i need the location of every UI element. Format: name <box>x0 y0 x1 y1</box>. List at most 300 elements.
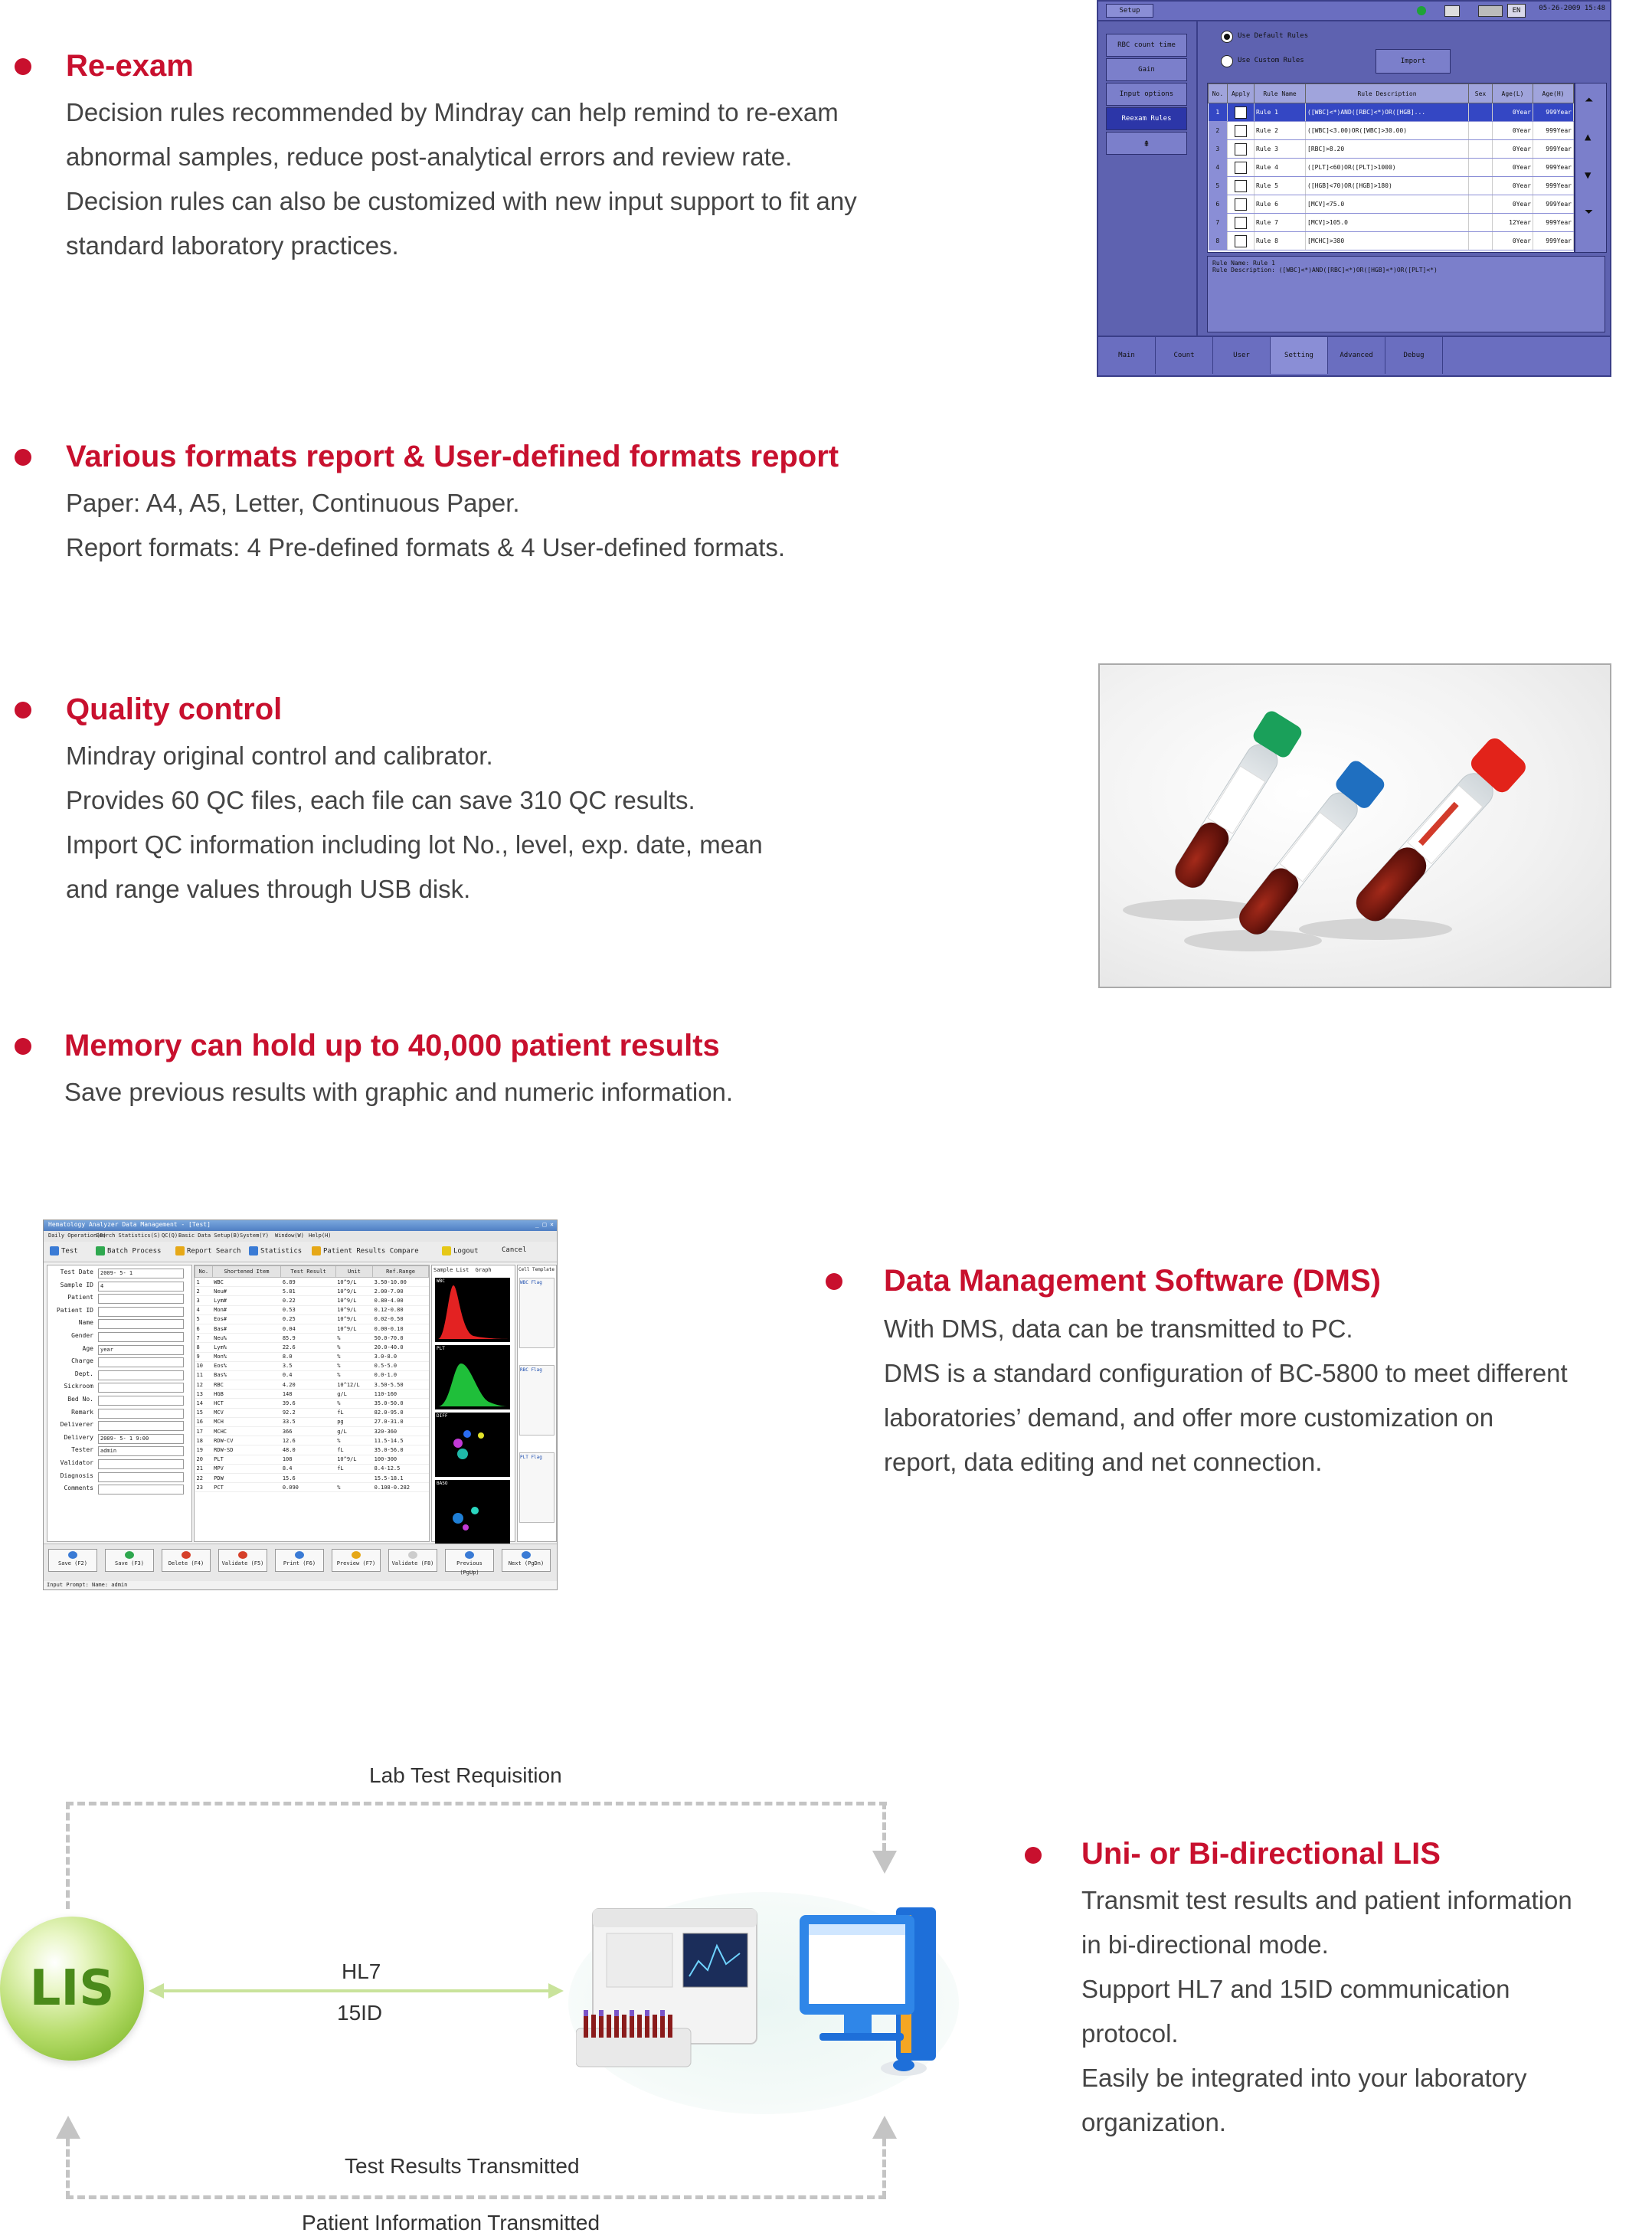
action-label: Preview (F7) <box>336 1560 376 1567</box>
rule-sex <box>1469 195 1493 214</box>
field-input[interactable] <box>98 1446 184 1456</box>
rule-age-high: 999Year <box>1533 159 1574 177</box>
wbc-flag-box <box>519 1278 554 1348</box>
patient-information-transmitted-label: Patient Information Transmitted <box>302 2211 600 2234</box>
result-row[interactable] <box>195 1296 429 1305</box>
result-unit: % <box>335 1370 372 1380</box>
dms-menu-item[interactable]: System(Y) <box>240 1233 269 1239</box>
field-label: Deliverer <box>60 1421 93 1429</box>
toolbar-patient-compare[interactable]: Patient Results Compare <box>312 1246 419 1255</box>
formats-line: Paper: A4, A5, Letter, Continuous Paper. <box>66 489 520 517</box>
rule-apply-cell <box>1228 232 1255 250</box>
field-label: Patient ID <box>56 1306 93 1314</box>
result-value: 8.4 <box>281 1464 335 1473</box>
pc-workstation-illustration <box>789 1892 957 2099</box>
result-no: 13 <box>195 1390 213 1399</box>
rule-apply-checkbox[interactable] <box>1235 143 1247 156</box>
rule-apply-checkbox[interactable] <box>1235 180 1247 192</box>
formats-line: Report formats: 4 Pre-defined formats & 4 User-defined formats. <box>66 533 786 561</box>
action-label: Save (F3) <box>115 1560 144 1567</box>
result-row[interactable] <box>195 1370 429 1380</box>
result-no: 14 <box>195 1399 213 1408</box>
action-label: Next (PgDn) <box>508 1560 545 1567</box>
dms-form-field <box>49 1446 187 1457</box>
action-icon <box>352 1551 361 1559</box>
tab-advanced[interactable]: Advanced <box>1328 337 1385 374</box>
col-age-high: Age(H) <box>1533 84 1574 103</box>
dms-results-table <box>194 1265 430 1542</box>
tab-graph[interactable]: Graph <box>475 1267 492 1273</box>
result-no: 3 <box>195 1296 213 1305</box>
result-no: 22 <box>195 1473 213 1482</box>
tab-user[interactable]: User <box>1213 337 1271 374</box>
toolbar-cancel[interactable]: Cancel <box>502 1246 527 1254</box>
result-item: PCT <box>212 1483 281 1492</box>
result-item: Eos% <box>212 1361 281 1370</box>
plt-flag-label: PLT Flag <box>520 1455 542 1460</box>
result-unit: % <box>335 1361 372 1370</box>
field-value <box>99 1295 100 1301</box>
rule-name: Rule 4 <box>1255 159 1306 177</box>
action-label: Validate (F5) <box>221 1560 264 1567</box>
field-label: Diagnosis <box>60 1472 93 1479</box>
dms-form-field <box>49 1307 187 1318</box>
col-age-low: Age(L) <box>1493 84 1533 103</box>
rule-sex <box>1469 122 1493 140</box>
rule-apply-cell <box>1228 214 1255 232</box>
field-input[interactable] <box>98 1472 184 1482</box>
dms-form-field <box>49 1472 187 1483</box>
tab-count[interactable]: Count <box>1156 337 1213 374</box>
rbc-flag-label: RBC Flag <box>520 1367 542 1373</box>
result-row[interactable] <box>195 1464 429 1473</box>
rule-no: 8 <box>1209 232 1228 250</box>
hematology-analyzer-illustration <box>576 1900 775 2084</box>
result-item: Mon# <box>212 1305 281 1314</box>
rule-row[interactable] <box>1209 122 1574 140</box>
result-row[interactable] <box>195 1305 429 1314</box>
field-value: 2009- 5- 1 <box>100 1270 133 1276</box>
result-row[interactable] <box>195 1380 429 1390</box>
custom-rules-radio[interactable] <box>1221 55 1233 67</box>
result-item: Bas% <box>212 1370 281 1380</box>
result-unit: 10^9/L <box>335 1314 372 1324</box>
wbc-curve <box>435 1278 510 1342</box>
result-row[interactable] <box>195 1427 429 1436</box>
field-label: Patient <box>67 1294 93 1301</box>
field-input[interactable] <box>98 1383 184 1393</box>
dms-software-screenshot <box>43 1219 558 1590</box>
printer-icon <box>1444 5 1460 17</box>
result-no: 7 <box>195 1334 213 1343</box>
result-range: 2.00-7.00 <box>373 1287 429 1296</box>
dms-menu-item[interactable]: Search Statistics(S) <box>96 1233 161 1239</box>
rule-age-low: 0Year <box>1493 103 1533 122</box>
reexam-line: abnormal samples, reduce post-analytical errors and review rate. <box>66 142 793 171</box>
tab-main[interactable]: Main <box>1098 337 1156 374</box>
rule-description: [RBC]>8.20 <box>1306 140 1469 159</box>
dms-heading: Data Management Software (DMS) <box>884 1264 1381 1298</box>
dms-status-bar: Input Prompt: Name: admin <box>47 1582 128 1588</box>
field-label: Sickroom <box>64 1383 93 1390</box>
field-label: Dept. <box>74 1370 93 1377</box>
rule-name-line: Rule Name: Rule 1 <box>1212 260 1275 267</box>
result-row[interactable] <box>195 1390 429 1399</box>
result-value: 0.090 <box>281 1483 335 1492</box>
col-result: Test Result <box>281 1266 335 1278</box>
default-rules-label: Use Default Rules <box>1238 32 1309 40</box>
toolbar-test[interactable]: Test <box>50 1246 78 1255</box>
rule-sex <box>1469 177 1493 195</box>
field-input[interactable] <box>98 1294 184 1304</box>
rule-no: 2 <box>1209 122 1228 140</box>
blood-tubes-photo <box>1098 663 1611 988</box>
result-no: 12 <box>195 1380 213 1390</box>
lis-line: in bi-directional mode. <box>1081 1930 1329 1959</box>
result-row[interactable] <box>195 1314 429 1324</box>
field-label: Charge <box>71 1357 93 1365</box>
field-value <box>99 1321 100 1327</box>
result-unit: % <box>335 1343 372 1352</box>
rule-age-low: 0Year <box>1493 177 1533 195</box>
result-unit: fL <box>335 1408 372 1417</box>
dms-menu-item[interactable]: Daily Operation(D) <box>48 1233 106 1239</box>
action-icon <box>465 1551 474 1559</box>
result-range: 50.0-70.0 <box>373 1334 429 1343</box>
field-input[interactable] <box>98 1269 184 1278</box>
rule-description: ([WBC]<3.00)OR([WBC]>30.00) <box>1306 122 1469 140</box>
reexam-top-bar <box>1098 2 1610 21</box>
page-up-icon[interactable]: ⏶ <box>1585 94 1594 106</box>
toolbar-report-search[interactable]: Report Search <box>175 1246 240 1255</box>
rule-row[interactable] <box>1209 195 1574 214</box>
rule-name: Rule 3 <box>1255 140 1306 159</box>
field-value: year <box>100 1346 113 1353</box>
result-unit: 10^9/L <box>335 1305 372 1314</box>
result-row[interactable] <box>195 1361 429 1370</box>
result-range: 82.0-95.0 <box>373 1408 429 1417</box>
rule-apply-cell <box>1228 195 1255 214</box>
tab-debug[interactable]: Debug <box>1385 337 1443 374</box>
language-indicator: EN <box>1507 4 1526 18</box>
result-item: HGB <box>212 1390 281 1399</box>
rule-apply-checkbox[interactable] <box>1235 106 1247 119</box>
result-row[interactable] <box>195 1324 429 1333</box>
result-value: 0.25 <box>281 1314 335 1324</box>
formats-heading: Various formats report & User-defined formats report <box>66 440 839 473</box>
col-unit: Unit <box>335 1266 372 1278</box>
result-unit: g/L <box>335 1390 372 1399</box>
rule-apply-checkbox[interactable] <box>1235 198 1247 211</box>
action-label: Save (F2) <box>58 1560 87 1567</box>
rule-row[interactable] <box>1209 140 1574 159</box>
rule-apply-cell <box>1228 140 1255 159</box>
toolbar-logout[interactable]: Logout <box>442 1246 479 1255</box>
result-item: RDW-SD <box>212 1445 281 1455</box>
memory-bullet <box>15 1038 31 1055</box>
wbc-histogram <box>435 1278 510 1342</box>
rules-scrollbar[interactable] <box>1575 83 1607 253</box>
field-input[interactable] <box>98 1357 184 1367</box>
diff-scattergram <box>435 1413 510 1477</box>
dms-form-field <box>49 1294 187 1305</box>
action-label: Previous (PgUp) <box>456 1560 483 1576</box>
test-icon <box>50 1246 59 1255</box>
col-range: Ref.Range <box>373 1266 429 1278</box>
result-value: 85.9 <box>281 1334 335 1343</box>
result-range: 35.0-50.0 <box>373 1399 429 1408</box>
plt-curve <box>435 1345 510 1409</box>
rule-no: 3 <box>1209 140 1228 159</box>
field-input[interactable] <box>98 1307 184 1317</box>
dms-action-button[interactable] <box>332 1549 381 1572</box>
dms-text <box>884 1307 1568 1485</box>
double-chevron-up-icon: ⇞ <box>1143 137 1150 149</box>
lis-heading: Uni- or Bi-directional LIS <box>1081 1837 1441 1871</box>
rule-age-high: 999Year <box>1533 103 1574 122</box>
result-value: 4.20 <box>281 1380 335 1390</box>
rbc-count-time-button[interactable]: RBC count time <box>1106 34 1187 57</box>
field-input[interactable] <box>98 1282 184 1292</box>
result-no: 15 <box>195 1408 213 1417</box>
result-row[interactable] <box>195 1343 429 1352</box>
gain-button[interactable]: Gain <box>1106 58 1187 81</box>
results-path-right <box>882 2139 886 2198</box>
result-value: 15.6 <box>281 1473 335 1482</box>
result-unit: 10^9/L <box>335 1324 372 1333</box>
rule-age-high: 999Year <box>1533 195 1574 214</box>
field-input[interactable] <box>98 1459 184 1469</box>
memory-heading: Memory can hold up to 40,000 patient results <box>64 1029 720 1062</box>
dms-action-button[interactable] <box>388 1549 437 1572</box>
tab-sample-list[interactable]: Sample List <box>433 1267 469 1273</box>
rule-sex <box>1469 214 1493 232</box>
rule-age-low: 0Year <box>1493 140 1533 159</box>
result-range: 3.0-8.0 <box>373 1352 429 1361</box>
rule-row[interactable] <box>1209 214 1574 232</box>
window-controls-icon[interactable]: _ □ × <box>535 1221 554 1228</box>
rule-apply-checkbox[interactable] <box>1235 162 1247 174</box>
reexam-rules-screenshot <box>1097 0 1611 377</box>
rule-apply-checkbox[interactable] <box>1235 235 1247 247</box>
field-input[interactable] <box>98 1421 184 1431</box>
dms-menu-item[interactable]: Window(W) <box>275 1233 304 1239</box>
dms-action-button[interactable] <box>105 1549 154 1572</box>
dms-form-field <box>49 1332 187 1343</box>
result-range: 27.0-31.0 <box>373 1417 429 1426</box>
rule-apply-checkbox[interactable] <box>1235 217 1247 229</box>
result-row[interactable] <box>195 1399 429 1408</box>
dms-action-button[interactable] <box>162 1549 211 1572</box>
rule-no: 5 <box>1209 177 1228 195</box>
page-down-icon[interactable]: ⏷ <box>1585 206 1594 218</box>
result-item: RBC <box>212 1380 281 1390</box>
bottom-tab-bar <box>1098 336 1610 375</box>
tab-cell-template[interactable]: Cell Template <box>518 1267 554 1272</box>
import-button[interactable]: Import <box>1376 49 1451 74</box>
action-icon <box>68 1551 77 1559</box>
setup-tab[interactable]: Setup <box>1106 4 1153 18</box>
result-no: 10 <box>195 1361 213 1370</box>
reexam-text <box>66 90 857 268</box>
field-input[interactable] <box>98 1319 184 1329</box>
result-row[interactable] <box>195 1352 429 1361</box>
result-row[interactable] <box>195 1436 429 1445</box>
requisition-path-left <box>66 1802 70 1909</box>
result-row[interactable] <box>195 1334 429 1343</box>
dms-form-field <box>49 1357 187 1368</box>
scroll-up-icon[interactable]: ▲ <box>1585 131 1591 143</box>
field-input[interactable] <box>98 1332 184 1342</box>
field-input[interactable] <box>98 1370 184 1380</box>
result-range: 3.50-5.50 <box>373 1380 429 1390</box>
lis-text <box>1081 1878 1572 2145</box>
requisition-arrow-down-icon <box>872 1851 897 1874</box>
result-unit: 10^9/L <box>335 1455 372 1464</box>
result-value: 0.53 <box>281 1305 335 1314</box>
toolbar-batch-process[interactable]: Batch Process <box>96 1246 161 1255</box>
dms-action-button[interactable] <box>48 1549 97 1572</box>
test-results-transmitted-label: Test Results Transmitted <box>345 2154 580 2178</box>
result-row[interactable] <box>195 1445 429 1455</box>
dms-action-button[interactable] <box>502 1549 551 1572</box>
dms-line: DMS is a standard configuration of BC-5800 to meet different <box>884 1359 1568 1387</box>
result-range: 0.0-1.0 <box>373 1370 429 1380</box>
dms-patient-info-panel <box>47 1265 192 1542</box>
dms-toolbar <box>44 1242 557 1262</box>
rule-apply-checkbox[interactable] <box>1235 125 1247 137</box>
dms-action-button[interactable] <box>275 1549 324 1572</box>
action-icon <box>522 1551 531 1559</box>
result-row[interactable] <box>195 1417 429 1426</box>
result-no: 16 <box>195 1417 213 1426</box>
results-path-left <box>66 2139 70 2198</box>
lis-sphere <box>0 1917 144 2061</box>
result-range: 3.50-10.00 <box>373 1278 429 1287</box>
field-label: Validator <box>60 1459 93 1466</box>
rule-description-panel <box>1207 256 1605 332</box>
field-value: 2009- 5- 1 9:00 <box>100 1435 149 1442</box>
datetime-readout: 05-26-2009 15:48 <box>1539 5 1605 12</box>
scroll-down-icon[interactable]: ▼ <box>1585 169 1591 182</box>
field-input[interactable] <box>98 1345 184 1355</box>
dms-form-field <box>49 1409 187 1419</box>
statistics-icon <box>249 1246 258 1255</box>
result-row[interactable] <box>195 1455 429 1464</box>
batch-icon <box>96 1246 105 1255</box>
rule-age-high: 999Year <box>1533 232 1574 250</box>
result-no: 2 <box>195 1287 213 1296</box>
dms-action-button[interactable] <box>218 1549 267 1572</box>
collapse-up-button[interactable] <box>1106 132 1187 155</box>
result-unit: 10^9/L <box>335 1287 372 1296</box>
results-arrow-up-right-icon <box>872 2116 897 2139</box>
rule-row[interactable] <box>1209 232 1574 250</box>
result-row[interactable] <box>195 1287 429 1296</box>
dms-action-button[interactable] <box>445 1549 494 1576</box>
requisition-path-top <box>66 1802 887 1805</box>
result-row[interactable] <box>195 1408 429 1417</box>
dms-menu-item[interactable]: QC(Q) <box>162 1233 178 1239</box>
field-value <box>99 1384 100 1390</box>
rule-row[interactable] <box>1209 159 1574 177</box>
result-range: 20.0-40.0 <box>373 1343 429 1352</box>
result-no: 6 <box>195 1324 213 1333</box>
field-value <box>99 1308 100 1314</box>
field-label: Age <box>82 1344 93 1352</box>
result-range: 0.80-4.00 <box>373 1296 429 1305</box>
baso-scattergram <box>435 1480 510 1544</box>
field-input[interactable] <box>98 1485 184 1494</box>
rule-name: Rule 5 <box>1255 177 1306 195</box>
reexam-line: Decision rules recommended by Mindray can help remind to re-exam <box>66 98 839 126</box>
dms-form-field <box>49 1383 187 1393</box>
result-range: 0.108-0.282 <box>373 1483 429 1492</box>
result-range: 15.5-18.1 <box>373 1473 429 1482</box>
result-no: 19 <box>195 1445 213 1455</box>
rule-row[interactable] <box>1209 177 1574 195</box>
toolbar-statistics[interactable]: Statistics <box>249 1246 302 1255</box>
field-label: Name <box>78 1319 93 1327</box>
field-label: Delivery <box>64 1433 93 1441</box>
rule-age-low: 0Year <box>1493 195 1533 214</box>
input-options-button[interactable]: Input options <box>1106 83 1187 106</box>
result-row[interactable] <box>195 1483 429 1492</box>
wbc-flag-label: WBC Flag <box>520 1280 542 1285</box>
rule-row[interactable] <box>1209 103 1574 122</box>
rule-name: Rule 6 <box>1255 195 1306 214</box>
field-value <box>99 1474 100 1480</box>
result-value: 3.5 <box>281 1361 335 1370</box>
result-unit: 10^9/L <box>335 1296 372 1305</box>
result-unit: fL <box>335 1464 372 1473</box>
graph-tabs <box>433 1267 492 1273</box>
result-row[interactable] <box>195 1278 429 1287</box>
rule-sex <box>1469 103 1493 122</box>
result-no: 11 <box>195 1370 213 1380</box>
col-apply: Apply <box>1228 84 1255 103</box>
field-input[interactable] <box>98 1434 184 1444</box>
reexam-rules-button[interactable]: Reexam Rules <box>1106 107 1187 130</box>
action-icon <box>182 1551 191 1559</box>
hl7-connection-line <box>161 1989 548 1992</box>
result-row[interactable] <box>195 1473 429 1482</box>
reexam-heading: Re-exam <box>66 49 194 83</box>
result-unit: % <box>335 1399 372 1408</box>
result-no: 1 <box>195 1278 213 1287</box>
rule-description: [MCV]>105.0 <box>1306 214 1469 232</box>
dms-menu-bar <box>44 1231 557 1242</box>
qc-line: Import QC information including lot No., level, exp. date, mean <box>66 830 763 859</box>
default-rules-radio[interactable] <box>1221 31 1233 43</box>
field-input[interactable] <box>98 1409 184 1419</box>
field-value: 4 <box>100 1282 104 1289</box>
field-input[interactable] <box>98 1396 184 1406</box>
result-unit: 10^12/L <box>335 1380 372 1390</box>
result-unit: g/L <box>335 1427 372 1436</box>
dms-form-field <box>49 1485 187 1495</box>
result-value: 48.0 <box>281 1445 335 1455</box>
dms-form-field <box>49 1421 187 1432</box>
dms-menu-item[interactable]: Help(H) <box>309 1233 332 1239</box>
result-value: 0.4 <box>281 1370 335 1380</box>
tab-setting[interactable]: Setting <box>1271 337 1328 374</box>
result-value: 39.6 <box>281 1399 335 1408</box>
result-value: 366 <box>281 1427 335 1436</box>
logout-icon <box>442 1246 451 1255</box>
formats-bullet <box>15 449 31 466</box>
dms-menu-item[interactable]: Basic Data Setup(B) <box>178 1233 240 1239</box>
